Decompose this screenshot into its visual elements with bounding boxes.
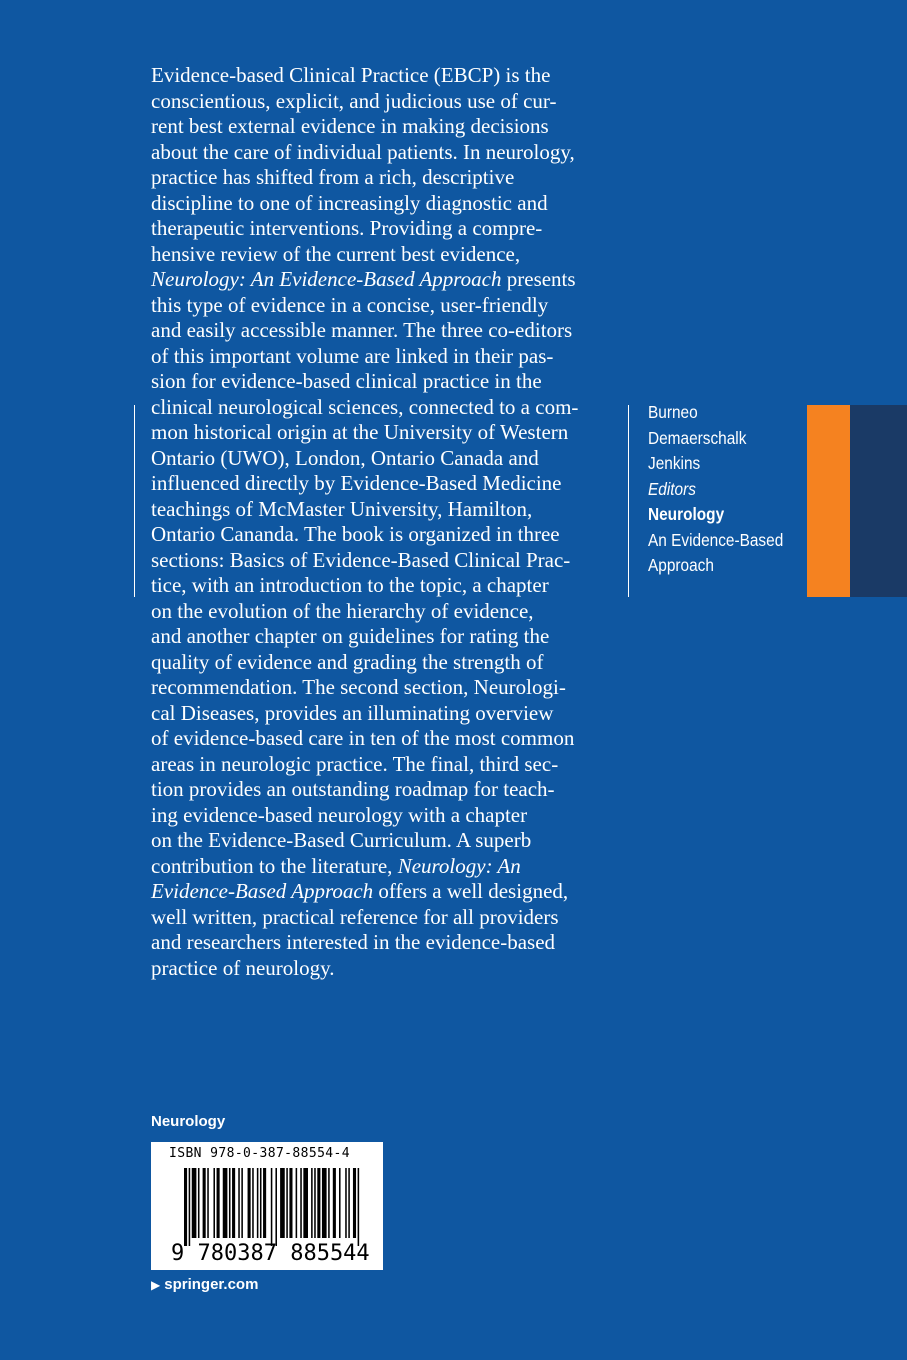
book-subtitle: An Evidence-Based	[648, 529, 784, 550]
barcode-bar	[275, 1168, 277, 1246]
editor-name: Burneo	[648, 402, 698, 422]
editors-label: Editors	[648, 478, 696, 499]
barcode-bar	[348, 1168, 350, 1238]
blurb-line: of evidence-based care in ten of the most common	[151, 726, 575, 750]
blurb-line: this type of evidence in a concise, user-friendly	[151, 292, 549, 317]
barcode-bar	[213, 1168, 215, 1238]
blurb-line: well written, practical reference for all providers	[151, 904, 559, 929]
book-title-italic: Neurology: An Evidence-Based Approach	[151, 267, 502, 291]
blurb-line: practice has shifted from a rich, descriptive	[151, 165, 515, 189]
barcode-bar	[345, 1168, 347, 1238]
blurb-line: hensive review of the current best evidence,	[151, 241, 521, 266]
barcode-bar	[263, 1168, 266, 1238]
barcode-bar	[189, 1168, 191, 1246]
barcode-bar	[353, 1168, 356, 1238]
blurb-line: Ontario (UWO), London, Ontario Canada and	[151, 445, 539, 470]
blurb-line: on the evolution of the hierarchy of evidence,	[151, 598, 534, 623]
barcode-bar	[280, 1168, 285, 1238]
right-divider-rule	[628, 405, 629, 597]
barcode-bar	[333, 1168, 336, 1238]
book-subtitle: Approach	[648, 555, 714, 575]
barcode-bar	[203, 1168, 206, 1238]
blurb-line: discipline to one of increasingly diagnostic and	[151, 190, 548, 215]
blurb-text: presents	[501, 267, 576, 291]
left-divider-rule	[134, 405, 135, 597]
isbn-barcode	[151, 1142, 383, 1270]
book-title: Neurology	[648, 504, 725, 524]
blurb-line: teachings of McMaster University, Hamilton,	[151, 496, 533, 521]
barcode-bar	[289, 1168, 292, 1238]
barcode-bar	[223, 1168, 228, 1238]
barcode-bar	[241, 1168, 243, 1238]
blurb-line: rent best external evidence in making decisions	[151, 114, 549, 138]
barcode-bar	[303, 1168, 308, 1238]
barcode-bar	[257, 1168, 259, 1238]
barcode-bar	[311, 1168, 313, 1238]
blurb-line: and another chapter on guidelines for rating the	[151, 624, 550, 648]
editor-name: Demaerschalk	[648, 427, 747, 448]
blurb-line: and easily accessible manner. The three co-editors	[151, 318, 573, 342]
blurb-line: tice, with an introduction to the topic, a chapter	[151, 573, 549, 597]
barcode-bar	[252, 1168, 254, 1238]
barcode-bar	[317, 1168, 320, 1238]
barcode-digits: 9 780387 885544	[171, 1241, 370, 1266]
book-title-italic: Evidence-Based Approach	[151, 879, 374, 903]
blurb-text: contribution to the literature,	[151, 853, 398, 878]
title-block	[648, 400, 783, 579]
blurb-line-title	[151, 879, 611, 905]
blurb-line: Ontario Cananda. The book is organized in three	[151, 522, 560, 546]
publisher-link[interactable]	[151, 1276, 258, 1293]
barcode-bar	[238, 1168, 240, 1238]
editor-name: Jenkins	[648, 453, 701, 473]
publisher-url: springer.com	[164, 1276, 259, 1293]
back-cover-blurb	[151, 63, 611, 981]
orange-color-band	[807, 405, 850, 597]
barcode-bar	[296, 1168, 298, 1238]
blurb-line: Evidence-based Clinical Practice (EBCP) is the	[151, 63, 551, 87]
barcode-bar	[260, 1168, 262, 1238]
barcode-bar	[300, 1168, 302, 1238]
blurb-line: sections: Basics of Evidence-Based Clinical Prac-	[151, 547, 571, 572]
blurb-line: areas in neurologic practice. The final, third sec-	[151, 751, 559, 776]
blurb-line: mon historical origin at the University of Western	[151, 420, 569, 444]
arrow-right-icon: ▶	[151, 1278, 161, 1292]
barcode-bars	[184, 1168, 364, 1246]
barcode-bar	[232, 1168, 235, 1238]
blurb-line: and researchers interested in the evidence-based	[151, 930, 556, 954]
blurb-line: therapeutic interventions. Providing a compre-	[151, 216, 543, 240]
blurb-line-title	[151, 267, 611, 293]
blurb-line: quality of evidence and grading the strength of	[151, 649, 544, 674]
barcode-bar	[198, 1168, 200, 1238]
barcode-bar	[328, 1168, 330, 1238]
barcode-bar	[358, 1168, 360, 1246]
barcode-bar	[192, 1168, 197, 1238]
barcode-bar	[184, 1168, 187, 1246]
blurb-line: practice of neurology.	[151, 955, 335, 980]
barcode-bar	[229, 1168, 231, 1238]
barcode-bar	[314, 1168, 316, 1238]
blurb-line: influenced directly by Evidence-Based Medicine	[151, 471, 562, 495]
barcode-bar	[339, 1168, 341, 1238]
barcode-bar	[248, 1168, 251, 1238]
book-title-italic: Neurology: An	[397, 853, 521, 878]
blurb-line: cal Diseases, provides an illuminating overview	[151, 700, 554, 725]
blurb-line: recommendation. The second section, Neurologi-	[151, 675, 566, 699]
blurb-line: about the care of individual patients. In neurology,	[151, 139, 575, 164]
blurb-line: clinical neurological sciences, connected to a com-	[151, 394, 579, 419]
blurb-line: of this important volume are linked in their pas-	[151, 343, 554, 368]
isbn-label: ISBN 978-0-387-88554-4	[169, 1146, 350, 1161]
barcode-bar	[207, 1168, 209, 1238]
barcode-bar	[322, 1168, 327, 1238]
blurb-text: offers a well designed,	[373, 879, 569, 903]
blurb-line: ing evidence-based neurology with a chapter	[151, 802, 528, 827]
blurb-line: on the Evidence-Based Curriculum. A superb	[151, 828, 532, 852]
blurb-line-title	[151, 854, 611, 880]
blurb-line: conscientious, explicit, and judicious use of cur-	[151, 88, 557, 113]
barcode-bar	[286, 1168, 288, 1238]
navy-color-band	[850, 405, 907, 597]
barcode-bar	[217, 1168, 220, 1238]
blurb-line: tion provides an outstanding roadmap for teach-	[151, 777, 555, 801]
barcode-bar	[271, 1168, 273, 1246]
blurb-line: sion for evidence-based clinical practice in the	[151, 369, 542, 393]
series-label: Neurology	[151, 1113, 226, 1130]
